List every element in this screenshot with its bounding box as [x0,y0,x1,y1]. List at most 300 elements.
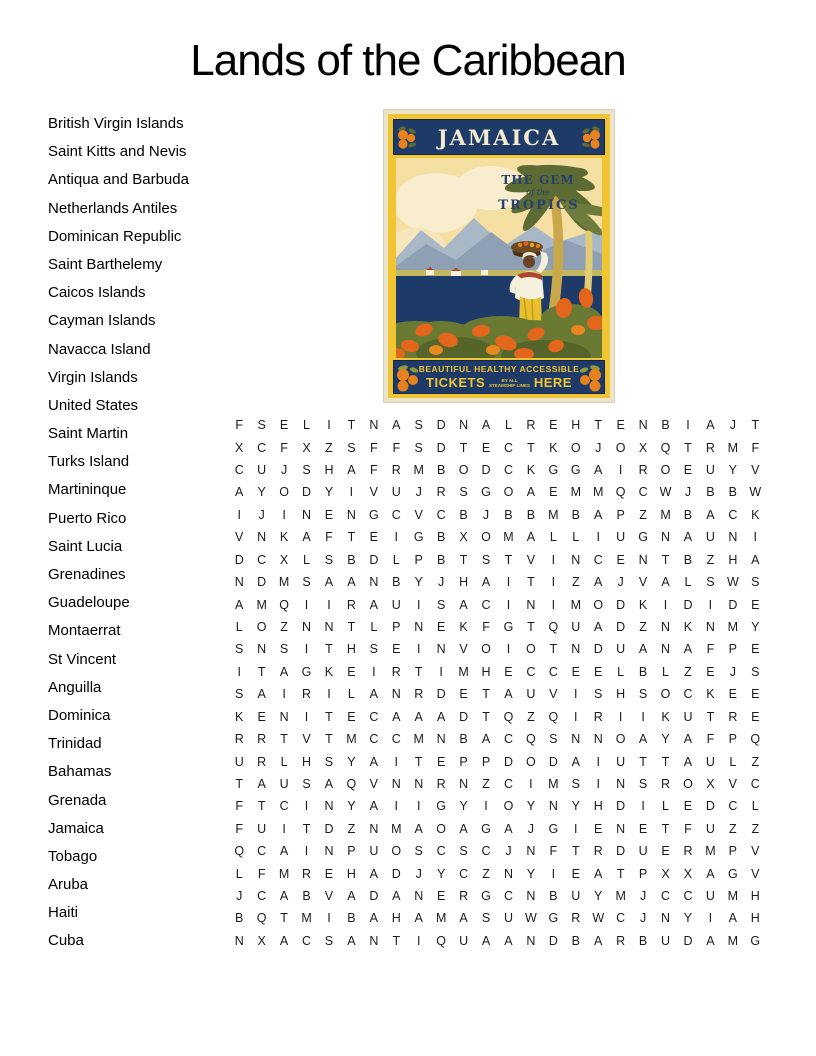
grid-cell: Q [750,732,761,747]
grid-cell: I [327,597,331,612]
grid-cell: A [257,687,266,702]
grid-cell: E [751,597,760,612]
grid-cell: V [751,866,760,881]
grid-cell: A [347,463,356,478]
grid-cell: M [413,732,424,747]
grid-cell: Q [436,933,447,948]
grid-cell: B [638,664,648,679]
grid-cell: B [661,418,670,433]
grid-cell: T [482,687,490,702]
grid-cell: Y [414,575,423,590]
grid-cell: Q [615,485,626,500]
grid-cell: N [436,642,446,657]
grid-row [228,795,767,817]
grid-cell: S [235,642,244,657]
grid-cell: N [414,776,424,791]
grid-cell: W [525,911,537,926]
grid-cell: I [282,821,286,836]
grid-cell: F [370,463,378,478]
grid-cell: C [503,776,513,791]
grid-cell: I [327,418,331,433]
word-list-item: Jamaica [48,819,104,837]
word-list-item: Saint Lucia [48,537,123,555]
grid-cell: S [751,664,760,679]
grid-cell: E [436,754,446,769]
grid-cell: Q [548,620,559,634]
grid-cell: G [368,507,379,522]
grid-cell: U [616,530,626,545]
poster-footer-here: HERE [533,375,572,390]
word-list-item: Dominican Republic [48,227,182,245]
grid-cell: L [392,552,400,567]
grid-cell: N [503,866,513,881]
grid-cell: M [301,911,312,926]
grid-cell: A [347,889,356,904]
grid-cell: W [659,485,672,500]
grid-cell: A [436,709,446,724]
grid-cell: O [593,597,604,612]
grid-cell: Q [234,844,245,859]
grid-cell: C [257,440,267,455]
grid-cell: Y [571,799,580,814]
grid-cell: U [257,821,267,836]
grid-cell: P [728,732,738,747]
grid-cell: X [661,866,670,881]
word-list-item: Aruba [48,876,89,894]
grid-cell: Q [503,709,514,724]
grid-cell: Y [751,620,760,634]
grid-cell: J [684,485,692,500]
grid-cell: Q [279,597,289,612]
word-list-item: Dominica [48,706,111,724]
grid-cell: G [436,799,447,814]
grid-cell: O [683,776,693,791]
grid-cell: U [705,821,715,836]
grid-cell: B [683,552,693,567]
grid-cell: D [324,821,334,836]
grid-cell: C [234,463,244,478]
grid-cell: I [327,687,331,702]
grid-row [228,818,767,840]
grid-row [228,504,767,526]
grid-cell: U [705,889,715,904]
grid-cell: C [391,732,401,747]
grid-row [228,683,767,705]
grid-cell: K [235,709,244,724]
grid-cell: E [257,709,266,724]
grid-cell: M [660,507,671,522]
grid-cell: V [459,642,468,657]
grid-cell: C [503,463,513,478]
grid-cell: A [504,687,513,702]
grid-cell: E [616,552,625,567]
grid-cell: C [616,911,626,926]
grid-cell: S [347,440,356,455]
grid-cell: C [481,597,491,612]
grid-cell: G [548,911,559,926]
grid-cell: N [302,620,312,634]
grid-cell: J [236,889,243,904]
grid-cell: I [596,754,600,769]
grid-cell: M [413,463,424,478]
grid-cell: E [706,664,715,679]
grid-cell: M [548,776,559,791]
grid-cell: U [571,620,581,634]
word-list-item: Caicos Islands [48,284,146,302]
grid-cell: S [369,642,379,657]
grid-cell: A [459,911,468,926]
grid-cell: L [684,575,692,590]
grid-cell: I [574,687,578,702]
grid-cell: I [394,530,399,545]
grid-cell: A [324,776,334,791]
grid-cell: T [257,799,266,814]
grid-cell: D [616,844,626,859]
grid-cell: F [482,620,490,634]
grid-cell: Z [729,821,737,836]
grid-cell: Y [594,889,603,904]
svg-text:of the: of the [526,188,550,197]
grid-cell: T [639,754,647,769]
grid-cell: A [683,530,693,545]
grid-cell: N [414,620,424,634]
grid-cell: B [347,911,356,926]
word-list-item: Cayman Islands [48,312,156,330]
grid-cell: D [436,687,446,702]
grid-cell: C [302,933,312,948]
grid-cell: I [416,597,421,612]
grid-cell: O [256,620,267,634]
grid-cell: M [346,732,357,747]
grid-cell: Q [548,709,559,724]
grid-cell: B [436,463,446,478]
grid-cell: T [414,754,423,769]
grid-cell: L [280,754,288,769]
word-list-item: St Vincent [48,650,117,668]
grid-cell: N [324,799,334,814]
grid-cell: P [728,844,738,859]
grid-cell: S [638,687,648,702]
poster-footer-byline: BY ALL STEAMSHIP LINES [489,377,530,388]
grid-cell: B [436,530,446,545]
grid-cell: R [391,463,401,478]
grid-cell: P [728,642,738,657]
grid-cell: T [549,642,558,657]
grid-cell: O [660,463,671,478]
grid-cell: S [235,687,244,702]
word-list-item: Navacca Island [48,340,151,358]
grid-cell: A [369,597,379,612]
grid-cell: F [706,642,715,657]
grid-row [228,549,767,571]
grid-cell: Y [257,485,266,500]
grid-cell: A [369,754,379,769]
grid-cell: G [481,485,491,500]
grid-cell: X [235,440,244,455]
grid-cell: G [301,664,312,679]
grid-cell: Y [347,754,356,769]
grid-row [228,773,767,795]
grid-row [228,436,767,458]
grid-cell: Z [571,575,580,590]
word-search-grid [228,414,767,952]
grid-row [228,885,767,907]
grid-cell: C [593,552,603,567]
grid-cell: S [324,933,334,948]
grid-cell: U [661,933,671,948]
grid-cell: C [661,889,671,904]
grid-cell: D [683,597,693,612]
grid-cell: B [706,485,715,500]
grid-cell: N [414,889,424,904]
grid-cell: A [526,485,536,500]
grid-cell: Z [325,440,333,455]
grid-cell: U [279,776,289,791]
grid-cell: R [459,889,469,904]
grid-cell: E [683,799,693,814]
grid-cell: K [706,687,715,702]
grid-cell: C [481,844,491,859]
grid-cell: X [706,776,715,791]
grid-cell: H [593,799,603,814]
grid-row [228,661,767,683]
grid-cell: H [571,418,581,433]
grid-cell: J [595,440,602,455]
grid-cell: M [278,866,290,881]
grid-cell: S [594,687,603,702]
grid-cell: N [526,933,536,948]
grid-cell: A [279,664,289,679]
grid-cell: D [616,799,626,814]
grid-cell: N [391,776,401,791]
grid-cell: I [529,776,533,791]
grid-cell: Z [751,821,760,836]
grid-cell: N [661,642,671,657]
grid-cell: L [303,552,310,567]
grid-cell: I [506,597,511,612]
word-list [48,110,189,956]
grid-cell: D [593,642,603,657]
grid-row [228,907,767,929]
grid-cell: D [616,620,626,634]
grid-cell: A [594,866,603,881]
grid-cell: A [459,597,468,612]
grid-cell: E [481,440,491,455]
grid-cell: O [436,821,447,836]
grid-cell: T [527,620,535,634]
word-list-item: Turks Island [48,453,130,471]
grid-cell: V [549,687,558,702]
grid-cell: V [369,485,379,500]
grid-cell: E [369,530,379,545]
grid-cell: N [279,709,289,724]
grid-cell: S [706,575,715,590]
grid-cell: F [751,440,760,455]
grid-cell: N [234,933,244,948]
grid-cell: T [392,933,401,948]
grid-cell: J [617,575,624,590]
grid-cell: I [237,507,241,522]
grid-cell: A [481,575,491,590]
grid-cell: T [280,911,288,926]
grid-cell: V [302,732,311,747]
word-list-item: United States [48,396,139,414]
grid-cell: E [683,463,693,478]
grid-cell: I [416,799,421,814]
grid-cell: A [279,933,289,948]
grid-cell: D [234,552,244,567]
grid-cell: I [282,507,286,522]
grid-cell: G [570,463,581,478]
grid-cell: I [641,799,645,814]
grid-cell: K [683,620,693,634]
word-list-item: Guadeloupe [48,594,130,612]
grid-cell: E [459,687,468,702]
grid-cell: E [436,620,446,634]
grid-cell: Y [661,732,670,747]
grid-cell: N [234,575,244,590]
grid-cell: I [327,911,331,926]
grid-cell: N [593,732,603,747]
grid-cell: C [459,866,469,881]
grid-cell: B [638,933,648,948]
grid-cell: E [571,664,580,679]
grid-cell: O [458,463,469,478]
grid-cell: C [638,485,648,500]
grid-cell: X [459,530,468,545]
grid-cell: T [302,821,311,836]
grid-cell: Z [347,821,356,836]
grid-cell: S [459,485,468,500]
grid-cell: B [347,552,356,567]
grid-cell: J [258,507,265,522]
grid-cell: I [304,642,309,657]
grid-cell: R [257,754,267,769]
grid-cell: A [481,732,491,747]
grid-cell: S [571,776,580,791]
grid-cell: D [481,463,491,478]
grid-cell: C [369,709,379,724]
grid-cell: A [571,754,580,769]
poster-art [396,158,602,358]
grid-cell: S [638,776,648,791]
grid-cell: A [392,418,401,433]
grid-cell: I [304,709,309,724]
grid-cell: C [391,507,401,522]
grid-cell: T [661,552,670,567]
grid-cell: P [638,866,648,881]
grid-cell: I [304,844,309,859]
grid-cell: X [638,440,648,455]
grid-cell: B [549,889,558,904]
grid-cell: A [594,620,603,634]
grid-cell: F [392,440,401,455]
grid-cell: M [435,911,447,926]
grid-cell: A [683,642,693,657]
grid-cell: O [526,754,536,769]
grid-cell: Y [324,485,334,500]
grid-cell: A [526,530,536,545]
grid-cell: N [257,642,267,657]
grid-cell: S [751,575,760,590]
grid-cell: A [459,821,468,836]
grid-cell: V [235,530,244,545]
grid-cell: M [727,889,739,904]
grid-cell: A [347,933,356,948]
grid-cell: J [639,889,647,904]
grid-cell: J [415,485,422,500]
grid-cell: B [526,507,536,522]
grid-cell: K [661,709,670,724]
grid-cell: L [662,664,669,679]
grid-cell: N [369,575,379,590]
grid-cell: V [526,552,536,567]
grid-cell: M [727,933,739,948]
grid-cell: S [414,418,423,433]
grid-cell: A [414,821,423,836]
grid-cell: T [706,709,715,724]
grid-cell: O [526,642,536,657]
grid-cell: B [571,933,580,948]
grid-cell: N [369,933,379,948]
grid-cell: X [683,866,693,881]
grid-cell: A [706,866,715,881]
grid-cell: A [594,933,603,948]
grid-cell: D [391,866,401,881]
grid-cell: T [325,642,333,657]
grid-cell: A [706,507,715,522]
grid-cell: R [593,709,603,724]
grid-cell: M [391,821,402,836]
grid-cell: C [503,732,513,747]
grid-cell: N [526,597,536,612]
grid-cell: R [234,732,244,747]
grid-cell: I [753,530,758,545]
grid-cell: T [661,754,670,769]
grid-cell: I [663,597,668,612]
grid-cell: R [728,709,738,724]
grid-cell: N [571,732,581,747]
grid-cell: E [751,687,760,702]
jamaica-poster [384,110,614,402]
grid-cell: B [436,552,446,567]
word-list-item: Grenadines [48,566,126,583]
grid-cell: N [459,418,469,433]
grid-cell: I [574,821,578,836]
grid-cell: D [728,597,738,612]
grid-cell: K [459,620,468,634]
grid-row [228,930,767,952]
poster-footer-tickets-line [394,375,604,390]
grid-cell: I [304,799,309,814]
grid-cell: F [235,799,244,814]
grid-cell: L [549,530,557,545]
grid-cell: C [750,776,760,791]
grid-cell: F [235,821,244,836]
grid-cell: P [459,754,468,769]
grid-cell: D [705,799,715,814]
grid-cell: L [504,418,512,433]
grid-cell: T [459,552,468,567]
grid-cell: B [392,575,401,590]
grid-cell: E [751,642,760,657]
grid-cell: U [234,754,244,769]
grid-cell: L [729,754,737,769]
grid-cell: J [639,911,647,926]
grid-cell: A [683,732,693,747]
grid-cell: A [706,933,715,948]
grid-cell: N [526,844,536,859]
